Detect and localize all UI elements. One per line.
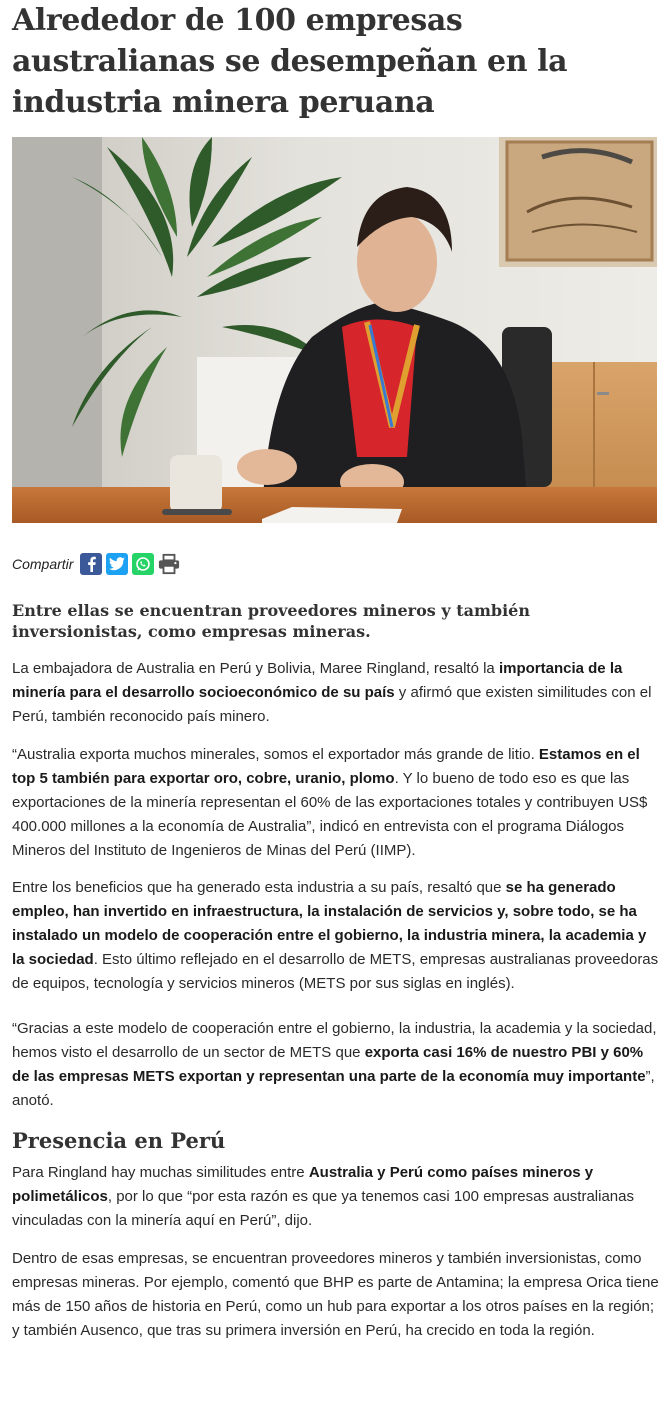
paragraph-highlight: importancia de la minería para el desarrollo socioeconómico de su país bbox=[12, 660, 623, 701]
article-paragraph-4 bbox=[12, 1017, 660, 1113]
article-paragraph-3 bbox=[12, 876, 660, 996]
paragraph-text: “Australia exporta muchos minerales, somos el exportador más grande de litio. bbox=[12, 746, 539, 763]
facebook-share-button[interactable] bbox=[80, 553, 102, 575]
paragraph-text: y afirmó que existen similitudes con el Perú, también reconocido país minero. bbox=[12, 684, 652, 725]
paragraph-text: ”, anotó. bbox=[12, 1068, 655, 1109]
paragraph-text: La embajadora de Australia en Perú y Bolivia, Maree Ringland, resaltó la bbox=[12, 660, 499, 677]
article-subtitle: Entre ellas se encuentran proveedores mineros y también inversionistas, como empresas mineras. bbox=[12, 601, 530, 641]
paragraph-text: “Gracias a este modelo de cooperación entre el gobierno, la industria, la academia y la sociedad, hemos visto el desarrollo de un sector de METS que bbox=[12, 1020, 657, 1061]
print-button[interactable] bbox=[158, 553, 180, 575]
section-paragraph-2: Dentro de esas empresas, se encuentran proveedores mineros y también inversionistas, como empresas mineras. Por ejemplo, comentó que BHP es parte de Antamina; la empresa Orica tiene más de 150 años de historia en Perú, como un hub para exportar a los otros países en la región; y también Ausenco, que tras su primera inversión en Perú, ha crecido en toda la región. bbox=[12, 1250, 659, 1339]
article-paragraph-1 bbox=[12, 657, 660, 729]
paragraph-highlight: se ha generado empleo, han invertido en infraestructura, la instalación de servicios y, sobre todo, se ha instalado un modelo de cooperación entre el gobierno, la industria minera, la academia y la sociedad bbox=[12, 879, 647, 968]
section-paragraph-1 bbox=[12, 1161, 660, 1233]
paragraph-highlight: Estamos en el top 5 también para exportar oro, cobre, uranio, plomo bbox=[12, 746, 640, 787]
twitter-share-button[interactable] bbox=[106, 553, 128, 575]
whatsapp-icon bbox=[135, 556, 151, 572]
paragraph-text: Entre los beneficios que ha generado esta industria a su país, resaltó que bbox=[12, 879, 506, 896]
section-heading: Presencia en Perú bbox=[12, 1128, 226, 1153]
paragraph-text: . Esto último reflejado en el desarrollo de METS, empresas australianas proveedoras de equipos, tecnología y servicios mineros (METS por sus siglas en inglés). bbox=[12, 951, 659, 992]
facebook-icon bbox=[84, 556, 98, 572]
print-icon bbox=[158, 553, 180, 575]
paragraph-text: , por lo que “por esta razón es que ya tenemos casi 100 empresas australianas vinculadas con la minería aquí en Perú”, dijo. bbox=[12, 1188, 634, 1229]
twitter-icon bbox=[109, 557, 125, 571]
share-bar bbox=[12, 550, 180, 578]
paragraph-highlight: Australia y Perú como países mineros y polimetálicos bbox=[12, 1164, 594, 1205]
article-title: Alrededor de 100 empresas australianas se desempeñan en la industria minera peruana bbox=[12, 3, 568, 120]
whatsapp-share-button[interactable] bbox=[132, 553, 154, 575]
paragraph-text: . Y lo bueno de todo eso es que las exportaciones de la minería representan el 60% de las exportaciones totales y contribuyen US$ 400.000 millones a la economía de Australia”, indicó en entrevista con el programa Diálogos Mineros del Instituto de Ingenieros de Minas del Perú (IIMP). bbox=[12, 770, 648, 859]
share-label: Compartir bbox=[12, 556, 74, 572]
article-paragraph-2 bbox=[12, 743, 660, 863]
paragraph-text: Para Ringland hay muchas similitudes entre bbox=[12, 1164, 309, 1181]
article-photo bbox=[12, 137, 657, 523]
paragraph-highlight: exporta casi 16% de nuestro PBI y 60% de las empresas METS exportan y representan una parte de la economía muy importante bbox=[12, 1044, 646, 1085]
